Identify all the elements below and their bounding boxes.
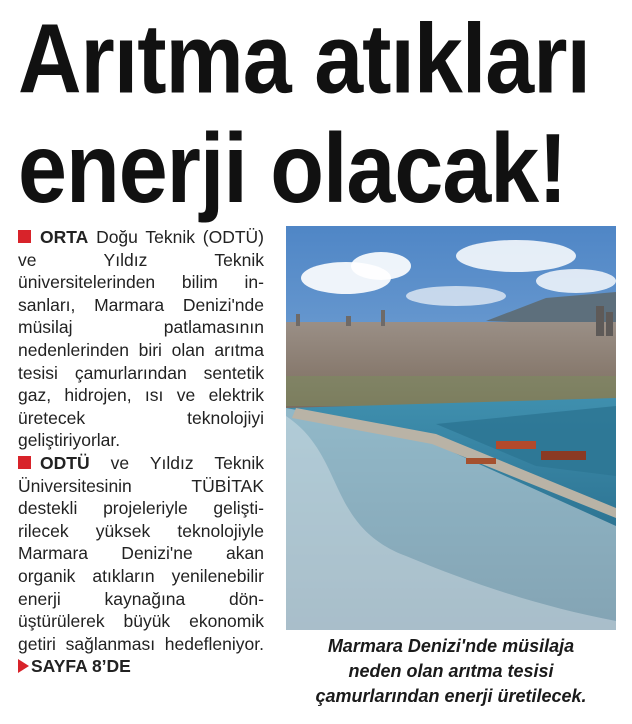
article-body bbox=[18, 226, 264, 678]
paragraph-1-lead: ORTA bbox=[40, 227, 89, 247]
caption-line-3: çamurlarından enerji üretilecek. bbox=[315, 686, 587, 706]
paragraph-2 bbox=[18, 452, 264, 678]
caption-line-2: neden olan arıtma tesisi bbox=[348, 661, 554, 681]
photo-caption bbox=[286, 634, 616, 709]
page-reference-label: SAYFA 8’DE bbox=[31, 656, 131, 677]
red-square-bullet-icon bbox=[18, 456, 31, 469]
paragraph-2-text: ve Yıldız Teknik Üniversitesinin TÜBİTAK destekli projeleriyle geliştirilecek yüksek teknolojiyle Marmara Denizi'ne akan organik atıkların yenilenebilir enerji kaynağına dönüştürülerek büyük ekonomik getiri sağlanması hedefleniyor. bbox=[18, 452, 264, 654]
red-triangle-arrow-icon bbox=[18, 659, 29, 673]
headline-line-2: enerji olacak! bbox=[18, 112, 567, 224]
headline-line-1: Arıtma atıkları bbox=[18, 2, 590, 114]
paragraph-1-text: Doğu Teknik (ODTÜ) ve Yıldız Teknik üniversitelerinden bilim insanları, Marmara Denizi'nde müsilaj patlamasının nedenlerinden biri olan arıtma tesisi çamurlarından sentetik gaz, hidrojen, ısı ve elektrik üretecek teknolojiyi geliştiriyorlar. bbox=[18, 227, 264, 451]
headline bbox=[18, 4, 618, 224]
page-reference bbox=[18, 656, 131, 676]
red-square-bullet-icon bbox=[18, 230, 31, 243]
paragraph-2-lead: ODTÜ bbox=[40, 452, 90, 473]
aerial-photo bbox=[286, 226, 616, 630]
aerial-coastline-photo bbox=[286, 226, 616, 630]
paragraph-1 bbox=[18, 226, 264, 452]
caption-line-1: Marmara Denizi'nde müsilaja bbox=[327, 636, 575, 656]
